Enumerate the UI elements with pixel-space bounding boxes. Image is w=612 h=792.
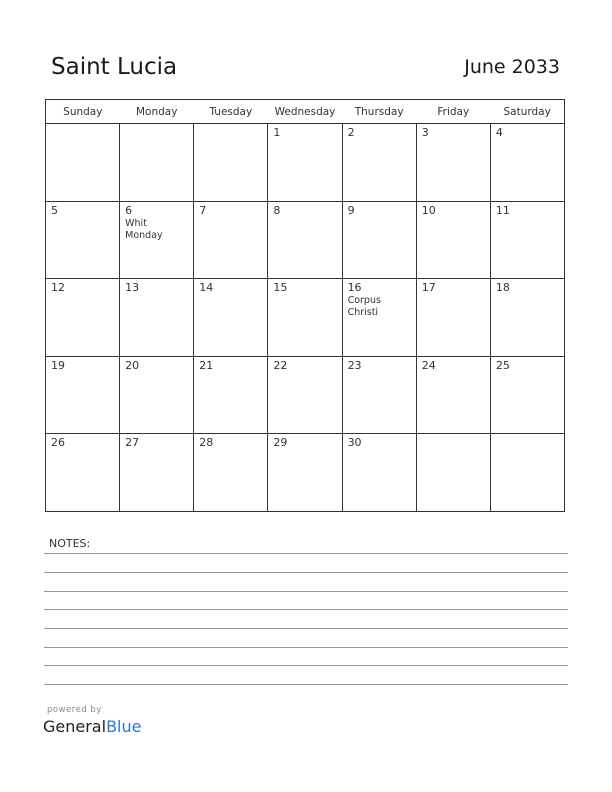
calendar-day-cell[interactable] <box>268 279 342 357</box>
calendar-day-cell[interactable] <box>120 279 194 357</box>
calendar-day-cell[interactable] <box>46 124 120 202</box>
day-number: 14 <box>199 281 214 294</box>
calendar-day-cell[interactable] <box>46 434 120 512</box>
day-number: 30 <box>347 436 362 449</box>
day-number: 6 <box>125 203 133 217</box>
calendar-week-row <box>46 201 565 279</box>
powered-by-text: powered by <box>47 705 102 715</box>
day-number: 15 <box>273 281 288 294</box>
calendar-day-cell[interactable] <box>46 201 120 279</box>
weekday-friday: Friday <box>416 100 490 124</box>
calendar-day-cell[interactable] <box>194 434 268 512</box>
calendar-day-cell[interactable] <box>416 279 490 357</box>
weekday-thursday: Thursday <box>342 100 416 124</box>
notes-line <box>44 647 568 648</box>
calendar-week-row <box>46 434 565 512</box>
calendar-day-cell[interactable] <box>120 124 194 202</box>
notes-line <box>44 553 568 554</box>
calendar-day-cell[interactable] <box>194 124 268 202</box>
calendar-day-cell[interactable] <box>490 434 564 512</box>
weekday-sunday: Sunday <box>46 100 120 124</box>
day-number: 23 <box>347 358 362 372</box>
calendar-day-cell[interactable] <box>416 356 490 434</box>
day-number: 7 <box>199 203 207 217</box>
day-number: 4 <box>495 126 503 139</box>
calendar-day-cell[interactable] <box>268 434 342 512</box>
calendar-week-row <box>46 279 565 357</box>
notes-line <box>44 572 568 573</box>
notes-line <box>44 591 568 592</box>
holiday-label: Corpus Christi <box>347 295 381 318</box>
calendar-day-cell[interactable] <box>342 356 416 434</box>
calendar-country-title: Saint Lucia <box>51 54 178 80</box>
day-number: 22 <box>273 358 288 372</box>
day-number: 12 <box>51 281 65 294</box>
notes-label: NOTES: <box>49 537 91 550</box>
day-number: 25 <box>495 358 510 372</box>
calendar-day-cell[interactable] <box>194 279 268 357</box>
brand-name-blue: Blue <box>106 717 142 736</box>
calendar-day-cell[interactable] <box>416 201 490 279</box>
notes-line <box>44 628 568 629</box>
brand-name-general: General <box>43 717 107 736</box>
calendar-day-cell[interactable] <box>46 356 120 434</box>
weekday-header-row <box>46 100 565 124</box>
calendar-day-cell[interactable] <box>342 434 416 512</box>
calendar-day-cell[interactable] <box>490 279 564 357</box>
calendar-day-cell[interactable] <box>416 124 490 202</box>
day-number: 2 <box>347 126 355 139</box>
day-number: 9 <box>347 203 355 217</box>
day-number: 27 <box>125 436 140 449</box>
day-number: 18 <box>495 281 510 294</box>
notes-line <box>44 609 568 610</box>
day-number: 3 <box>421 126 429 139</box>
calendar-day-cell[interactable] <box>194 201 268 279</box>
calendar-day-cell[interactable] <box>342 124 416 202</box>
day-number: 10 <box>421 203 436 217</box>
calendar-day-cell[interactable] <box>416 434 490 512</box>
calendar-day-cell[interactable] <box>342 201 416 279</box>
day-number: 13 <box>125 281 140 294</box>
calendar-day-cell[interactable] <box>268 356 342 434</box>
calendar-day-cell[interactable] <box>120 356 194 434</box>
calendar-day-cell[interactable] <box>194 356 268 434</box>
calendar-month-title: June 2033 <box>464 56 560 78</box>
day-number: 26 <box>51 436 65 449</box>
day-number: 29 <box>273 436 288 449</box>
weekday-saturday: Saturday <box>490 100 564 124</box>
day-number: 5 <box>51 203 58 217</box>
day-number: 28 <box>199 436 214 449</box>
calendar-day-cell[interactable] <box>490 201 564 279</box>
day-number: 11 <box>495 203 510 217</box>
day-number: 8 <box>273 203 281 217</box>
day-number: 24 <box>421 358 436 372</box>
weekday-monday: Monday <box>120 100 194 124</box>
calendar-week-row <box>46 124 565 202</box>
day-number: 17 <box>421 281 436 294</box>
notes-line <box>44 684 568 685</box>
calendar-day-cell[interactable] <box>120 201 194 279</box>
weekday-tuesday: Tuesday <box>194 100 268 124</box>
notes-line <box>44 665 568 666</box>
calendar-day-cell[interactable] <box>490 356 564 434</box>
day-number: 21 <box>199 358 214 372</box>
calendar-day-cell[interactable] <box>46 279 120 357</box>
day-number: 19 <box>51 358 65 372</box>
calendar-day-cell[interactable] <box>342 279 416 357</box>
weekday-wednesday: Wednesday <box>268 100 342 124</box>
holiday-label: Whit Monday <box>125 217 163 241</box>
calendar-day-cell[interactable] <box>120 434 194 512</box>
brand-logo[interactable] <box>43 717 141 736</box>
day-number: 16 <box>347 281 362 294</box>
calendar-day-cell[interactable] <box>268 201 342 279</box>
day-number: 1 <box>273 126 281 139</box>
calendar-grid <box>45 99 565 512</box>
calendar-week-row <box>46 356 565 434</box>
day-number: 20 <box>125 358 140 372</box>
calendar-day-cell[interactable] <box>490 124 564 202</box>
calendar-day-cell[interactable] <box>268 124 342 202</box>
